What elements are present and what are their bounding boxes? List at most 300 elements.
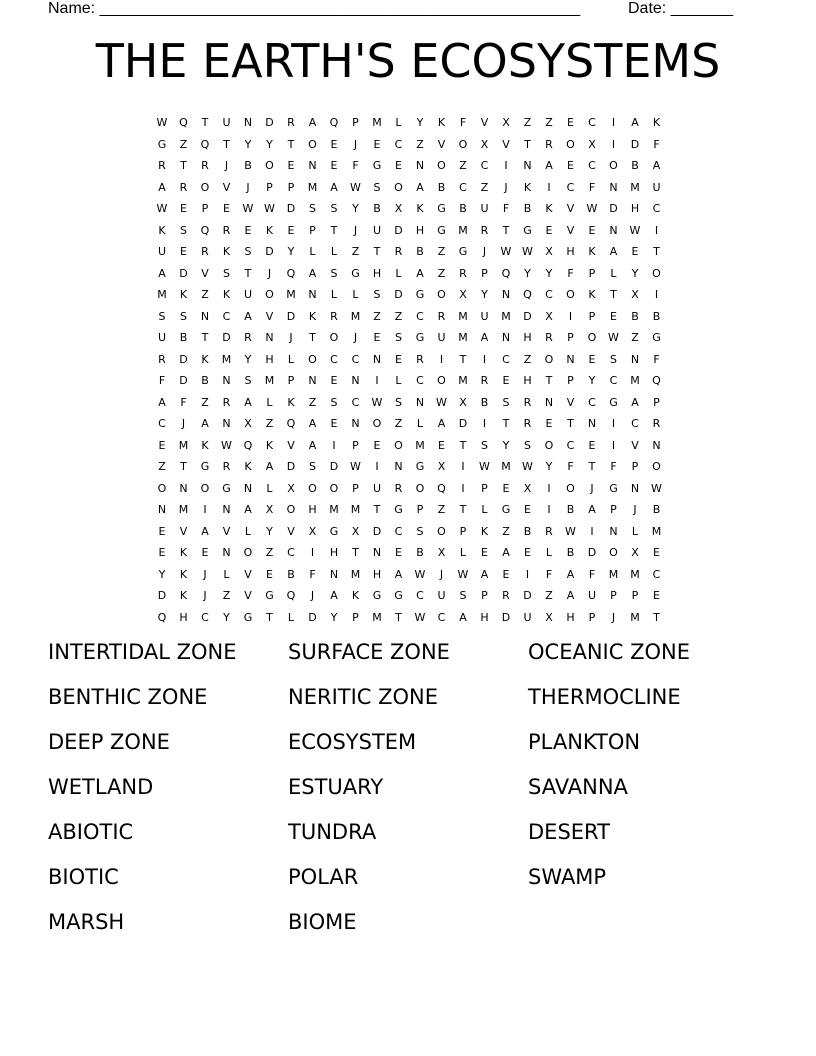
grid-letter[interactable]: L xyxy=(287,352,295,366)
grid-letter[interactable]: T xyxy=(395,610,402,624)
grid-letter[interactable]: W xyxy=(156,202,168,215)
grid-letter[interactable]: N xyxy=(308,374,317,387)
grid-letter[interactable]: Q xyxy=(286,417,296,430)
grid-letter[interactable]: D xyxy=(222,331,231,344)
grid-letter[interactable]: N xyxy=(394,460,403,473)
grid-letter[interactable]: J xyxy=(353,331,358,344)
grid-letter[interactable]: V xyxy=(437,137,446,151)
grid-letter[interactable]: O xyxy=(566,137,575,151)
grid-letter[interactable]: I xyxy=(461,481,465,495)
grid-letter[interactable]: P xyxy=(287,374,295,387)
grid-letter[interactable]: L xyxy=(223,567,230,581)
grid-letter[interactable]: X xyxy=(244,417,252,430)
grid-letter[interactable]: V xyxy=(287,438,295,452)
grid-letter[interactable]: O xyxy=(587,331,597,344)
grid-letter[interactable]: B xyxy=(523,202,532,215)
grid-letter[interactable]: N xyxy=(222,503,231,516)
grid-letter[interactable]: B xyxy=(459,202,467,215)
grid-letter[interactable]: U xyxy=(222,116,231,129)
grid-letter[interactable]: J xyxy=(267,266,272,280)
grid-letter[interactable]: Y xyxy=(266,137,273,151)
grid-letter[interactable]: N xyxy=(157,503,167,516)
grid-letter[interactable]: A xyxy=(308,417,317,430)
grid-letter[interactable]: Q xyxy=(157,610,167,624)
grid-letter[interactable]: D xyxy=(372,524,382,538)
grid-letter[interactable]: E xyxy=(244,223,252,237)
grid-letter[interactable]: R xyxy=(201,159,209,172)
grid-letter[interactable]: C xyxy=(416,589,424,602)
grid-letter[interactable]: L xyxy=(266,395,273,409)
grid-letter[interactable]: M xyxy=(307,180,318,194)
grid-letter[interactable]: P xyxy=(610,503,617,516)
grid-letter[interactable]: E xyxy=(158,524,166,538)
grid-letter[interactable]: O xyxy=(437,159,446,172)
grid-letter[interactable]: A xyxy=(158,395,166,409)
grid-letter[interactable]: Z xyxy=(480,180,489,194)
grid-letter[interactable]: Q xyxy=(286,266,296,280)
grid-letter[interactable]: W xyxy=(522,245,533,258)
grid-letter[interactable]: R xyxy=(480,223,489,237)
grid-letter[interactable]: Y xyxy=(244,352,252,366)
grid-letter[interactable]: A xyxy=(394,567,403,581)
grid-letter[interactable]: J xyxy=(482,245,487,258)
grid-letter[interactable]: E xyxy=(653,546,660,559)
grid-letter[interactable]: C xyxy=(222,309,231,323)
grid-letter[interactable]: D xyxy=(523,309,532,323)
grid-letter[interactable]: N xyxy=(308,288,317,301)
grid-letter[interactable]: P xyxy=(352,116,359,129)
grid-letter[interactable]: E xyxy=(395,352,402,366)
grid-letter[interactable]: H xyxy=(372,567,382,581)
grid-letter[interactable]: C xyxy=(609,374,618,387)
grid-letter[interactable]: P xyxy=(459,524,467,538)
grid-letter[interactable]: N xyxy=(609,180,618,194)
grid-letter[interactable]: R xyxy=(545,137,553,151)
grid-letter[interactable]: A xyxy=(308,438,317,452)
grid-letter[interactable]: L xyxy=(309,245,316,258)
grid-letter[interactable]: I xyxy=(547,180,551,194)
grid-letter[interactable]: K xyxy=(265,438,274,452)
grid-letter[interactable]: B xyxy=(373,202,381,215)
grid-letter[interactable]: D xyxy=(179,374,188,387)
grid-letter[interactable]: B xyxy=(631,309,639,323)
grid-letter[interactable]: X xyxy=(502,116,510,129)
grid-letter[interactable]: V xyxy=(502,137,510,151)
grid-letter[interactable]: S xyxy=(610,352,617,366)
grid-letter[interactable]: K xyxy=(158,223,166,237)
grid-letter[interactable]: K xyxy=(179,546,188,559)
grid-letter[interactable]: S xyxy=(180,309,187,323)
grid-letter[interactable]: R xyxy=(179,180,188,194)
grid-letter[interactable]: A xyxy=(502,546,510,559)
grid-letter[interactable]: Y xyxy=(223,610,230,624)
grid-letter[interactable]: S xyxy=(180,223,187,237)
grid-letter[interactable]: Y xyxy=(502,438,510,452)
grid-letter[interactable]: G xyxy=(200,460,210,473)
grid-letter[interactable]: F xyxy=(567,460,574,473)
grid-letter[interactable]: N xyxy=(222,546,231,559)
grid-letter[interactable]: U xyxy=(480,202,489,215)
grid-letter[interactable]: E xyxy=(502,481,510,495)
grid-letter[interactable]: F xyxy=(610,460,617,473)
grid-letter[interactable]: T xyxy=(180,460,187,473)
grid-letter[interactable]: Z xyxy=(351,245,360,258)
grid-letter[interactable]: N xyxy=(609,524,618,538)
grid-letter[interactable]: A xyxy=(308,266,317,280)
grid-letter[interactable]: J xyxy=(181,417,186,430)
grid-letter[interactable]: W xyxy=(221,438,232,452)
grid-letter[interactable]: Z xyxy=(222,589,231,602)
grid-letter[interactable]: T xyxy=(309,331,316,344)
grid-letter[interactable]: J xyxy=(310,589,315,602)
grid-letter[interactable]: H xyxy=(566,245,575,258)
grid-letter[interactable]: E xyxy=(373,137,381,151)
grid-letter[interactable]: Z xyxy=(437,503,446,516)
grid-letter[interactable]: T xyxy=(287,137,295,151)
grid-letter[interactable]: N xyxy=(630,352,640,366)
grid-letter[interactable]: P xyxy=(352,438,359,452)
grid-letter[interactable]: C xyxy=(588,116,596,129)
grid-letter[interactable]: A xyxy=(158,180,166,194)
grid-letter[interactable]: C xyxy=(394,524,403,538)
grid-letter[interactable]: Y xyxy=(416,116,424,129)
grid-letter[interactable]: U xyxy=(372,481,382,495)
grid-letter[interactable]: H xyxy=(179,610,188,624)
grid-letter[interactable]: W xyxy=(565,524,576,538)
grid-letter[interactable]: S xyxy=(524,438,531,452)
grid-letter[interactable]: T xyxy=(330,223,338,237)
grid-letter[interactable]: Z xyxy=(394,309,403,323)
grid-letter[interactable]: T xyxy=(201,116,209,129)
grid-letter[interactable]: R xyxy=(480,374,489,387)
grid-letter[interactable]: A xyxy=(330,589,338,602)
grid-letter[interactable]: C xyxy=(158,417,166,430)
grid-letter[interactable]: C xyxy=(480,159,489,172)
grid-letter[interactable]: B xyxy=(523,524,532,538)
grid-letter[interactable]: X xyxy=(545,610,553,624)
grid-letter[interactable]: A xyxy=(244,309,252,323)
grid-letter[interactable]: E xyxy=(567,159,574,172)
grid-letter[interactable]: G xyxy=(458,245,468,258)
grid-letter[interactable]: G xyxy=(394,589,403,602)
grid-letter[interactable]: O xyxy=(458,137,468,151)
grid-letter[interactable]: J xyxy=(289,331,293,344)
grid-letter[interactable]: U xyxy=(157,331,167,344)
grid-letter[interactable]: R xyxy=(523,417,532,430)
grid-letter[interactable]: I xyxy=(654,223,659,237)
grid-letter[interactable]: K xyxy=(222,288,231,301)
grid-letter[interactable]: E xyxy=(373,331,381,344)
grid-letter[interactable]: U xyxy=(372,223,382,237)
grid-letter[interactable]: G xyxy=(652,331,661,344)
grid-letter[interactable]: G xyxy=(394,503,403,516)
grid-letter[interactable]: A xyxy=(566,589,575,602)
grid-letter[interactable]: Z xyxy=(201,395,209,409)
grid-letter[interactable]: V xyxy=(566,202,575,215)
grid-letter[interactable]: O xyxy=(544,438,554,452)
grid-letter[interactable]: G xyxy=(437,202,446,215)
grid-letter[interactable]: J xyxy=(353,223,358,237)
grid-letter[interactable]: Z xyxy=(502,524,510,538)
grid-letter[interactable]: G xyxy=(222,481,231,495)
grid-letter[interactable]: X xyxy=(287,481,295,495)
grid-letter[interactable]: T xyxy=(610,288,617,301)
grid-letter[interactable]: K xyxy=(523,180,532,194)
grid-letter[interactable]: P xyxy=(653,395,660,409)
grid-letter[interactable]: E xyxy=(330,417,338,430)
grid-letter[interactable]: A xyxy=(158,266,166,280)
grid-letter[interactable]: R xyxy=(222,460,231,473)
grid-letter[interactable]: Z xyxy=(416,137,424,151)
grid-letter[interactable]: L xyxy=(395,266,402,280)
grid-letter[interactable]: Q xyxy=(200,137,210,151)
grid-letter[interactable]: S xyxy=(481,438,488,452)
grid-letter[interactable]: W xyxy=(436,395,447,409)
grid-letter[interactable]: W xyxy=(371,395,383,409)
grid-letter[interactable]: E xyxy=(438,438,445,452)
grid-letter[interactable]: H xyxy=(523,374,532,387)
grid-letter[interactable]: M xyxy=(458,374,468,387)
grid-letter[interactable]: W xyxy=(414,567,426,581)
grid-letter[interactable]: E xyxy=(180,245,187,258)
grid-letter[interactable]: M xyxy=(608,567,619,581)
grid-letter[interactable]: G xyxy=(415,288,425,301)
grid-letter[interactable]: D xyxy=(587,546,597,559)
grid-letter[interactable]: Q xyxy=(437,481,446,495)
grid-letter[interactable]: K xyxy=(244,460,252,473)
grid-letter[interactable]: R xyxy=(222,223,231,237)
grid-letter[interactable]: S xyxy=(373,288,381,301)
grid-letter[interactable]: O xyxy=(265,159,274,172)
grid-letter[interactable]: N xyxy=(308,159,317,172)
grid-letter[interactable]: O xyxy=(200,180,210,194)
grid-letter[interactable]: E xyxy=(610,309,617,323)
grid-letter[interactable]: T xyxy=(373,503,381,516)
grid-letter[interactable]: O xyxy=(286,503,296,516)
grid-letter[interactable]: T xyxy=(567,417,574,430)
grid-letter[interactable]: Y xyxy=(524,266,531,280)
grid-letter[interactable]: Z xyxy=(459,159,467,172)
grid-letter[interactable]: M xyxy=(630,374,640,387)
grid-letter[interactable]: E xyxy=(330,374,338,387)
grid-letter[interactable]: N xyxy=(222,417,231,430)
grid-letter[interactable]: I xyxy=(654,288,659,301)
grid-letter[interactable]: F xyxy=(588,180,596,194)
grid-letter[interactable]: X xyxy=(480,137,489,151)
grid-letter[interactable]: R xyxy=(394,245,403,258)
grid-letter[interactable]: G xyxy=(372,589,382,602)
grid-letter[interactable]: U xyxy=(243,288,253,301)
grid-letter[interactable]: S xyxy=(330,395,338,409)
grid-letter[interactable]: I xyxy=(525,567,530,581)
grid-letter[interactable]: A xyxy=(588,503,596,516)
grid-letter[interactable]: Z xyxy=(201,288,209,301)
grid-letter[interactable]: F xyxy=(459,116,467,129)
grid-letter[interactable]: M xyxy=(630,180,640,194)
grid-letter[interactable]: F xyxy=(653,137,660,151)
grid-letter[interactable]: W xyxy=(479,460,490,473)
grid-letter[interactable]: K xyxy=(179,567,188,581)
grid-letter[interactable]: M xyxy=(350,309,361,323)
grid-letter[interactable]: N xyxy=(243,116,253,129)
grid-letter[interactable]: L xyxy=(352,288,359,301)
grid-letter[interactable]: E xyxy=(545,417,553,430)
grid-letter[interactable]: G xyxy=(437,223,446,237)
grid-letter[interactable]: S xyxy=(395,331,402,344)
grid-letter[interactable]: H xyxy=(308,503,317,516)
grid-letter[interactable]: I xyxy=(375,374,379,387)
grid-letter[interactable]: R xyxy=(201,245,209,258)
grid-letter[interactable]: G xyxy=(415,460,425,473)
grid-letter[interactable]: F xyxy=(180,395,187,409)
grid-letter[interactable]: Y xyxy=(352,202,359,215)
grid-letter[interactable]: O xyxy=(308,137,317,151)
grid-letter[interactable]: Y xyxy=(631,266,639,280)
grid-letter[interactable]: D xyxy=(265,116,274,129)
grid-letter[interactable]: N xyxy=(566,352,575,366)
grid-letter[interactable]: P xyxy=(567,374,574,387)
grid-letter[interactable]: I xyxy=(310,546,315,559)
grid-letter[interactable]: O xyxy=(372,417,382,430)
grid-letter[interactable]: S xyxy=(223,266,230,280)
grid-letter[interactable]: X xyxy=(588,137,596,151)
grid-letter[interactable]: F xyxy=(352,159,359,172)
grid-letter[interactable]: Q xyxy=(523,288,532,301)
grid-letter[interactable]: A xyxy=(437,417,446,430)
grid-letter[interactable]: D xyxy=(179,266,188,280)
grid-letter[interactable]: C xyxy=(545,288,553,301)
grid-letter[interactable]: E xyxy=(588,438,596,452)
grid-letter[interactable]: S xyxy=(330,266,338,280)
grid-letter[interactable]: M xyxy=(458,331,468,344)
grid-letter[interactable]: Y xyxy=(158,567,166,581)
grid-letter[interactable]: T xyxy=(180,159,187,172)
grid-letter[interactable]: V xyxy=(480,116,489,129)
grid-letter[interactable]: P xyxy=(309,223,316,237)
grid-letter[interactable]: H xyxy=(566,610,575,624)
grid-letter[interactable]: P xyxy=(416,503,424,516)
grid-letter[interactable]: T xyxy=(588,460,596,473)
grid-letter[interactable]: N xyxy=(501,288,511,301)
grid-letter[interactable]: N xyxy=(265,331,274,344)
grid-letter[interactable]: Z xyxy=(545,589,553,602)
grid-letter[interactable]: K xyxy=(265,223,274,237)
grid-letter[interactable]: L xyxy=(287,610,295,624)
grid-letter[interactable]: L xyxy=(266,481,273,495)
grid-letter[interactable]: M xyxy=(178,503,189,516)
grid-letter[interactable]: S xyxy=(373,180,381,194)
grid-letter[interactable]: P xyxy=(631,460,639,473)
grid-letter[interactable]: Q xyxy=(652,374,661,387)
grid-letter[interactable]: Y xyxy=(588,374,596,387)
grid-letter[interactable]: R xyxy=(652,417,661,430)
grid-letter[interactable]: B xyxy=(480,395,489,409)
grid-letter[interactable]: N xyxy=(372,546,382,559)
grid-letter[interactable]: F xyxy=(309,567,316,581)
grid-letter[interactable]: J xyxy=(246,180,250,194)
grid-letter[interactable]: D xyxy=(630,137,640,151)
grid-letter[interactable]: B xyxy=(416,546,424,559)
grid-letter[interactable]: M xyxy=(286,288,296,301)
grid-letter[interactable]: Q xyxy=(329,116,339,129)
grid-letter[interactable]: H xyxy=(523,331,532,344)
grid-letter[interactable]: N xyxy=(630,481,640,495)
grid-letter[interactable]: J xyxy=(439,567,444,581)
grid-letter[interactable]: T xyxy=(373,245,381,258)
grid-letter[interactable]: M xyxy=(372,610,382,624)
grid-letter[interactable]: M xyxy=(264,374,275,387)
grid-letter[interactable]: W xyxy=(586,202,598,215)
grid-letter[interactable]: D xyxy=(501,610,511,624)
grid-letter[interactable]: I xyxy=(547,503,551,516)
grid-letter[interactable]: D xyxy=(523,589,532,602)
grid-letter[interactable]: W xyxy=(457,567,469,581)
grid-letter[interactable]: T xyxy=(459,438,467,452)
grid-letter[interactable]: V xyxy=(201,266,209,280)
grid-letter[interactable]: I xyxy=(482,417,487,430)
grid-letter[interactable]: L xyxy=(416,417,424,430)
grid-letter[interactable]: T xyxy=(653,610,660,624)
grid-letter[interactable]: S xyxy=(330,202,338,215)
grid-letter[interactable]: G xyxy=(351,266,360,280)
grid-letter[interactable]: Z xyxy=(265,546,274,559)
grid-letter[interactable]: C xyxy=(459,180,467,194)
grid-letter[interactable]: E xyxy=(201,546,209,559)
grid-letter[interactable]: N xyxy=(523,159,532,172)
grid-letter[interactable]: M xyxy=(651,524,662,538)
grid-letter[interactable]: G xyxy=(243,610,253,624)
grid-letter[interactable]: K xyxy=(179,288,188,301)
grid-letter[interactable]: C xyxy=(351,395,360,409)
grid-letter[interactable]: K xyxy=(308,309,317,323)
grid-letter[interactable]: G xyxy=(415,331,425,344)
grid-letter[interactable]: B xyxy=(179,331,188,344)
grid-letter[interactable]: X xyxy=(308,524,317,538)
grid-letter[interactable]: P xyxy=(201,202,209,215)
grid-letter[interactable]: R xyxy=(244,331,252,344)
grid-letter[interactable]: D xyxy=(458,417,468,430)
grid-letter[interactable]: C xyxy=(394,137,403,151)
grid-letter[interactable]: Y xyxy=(266,524,273,538)
grid-letter[interactable]: I xyxy=(611,438,616,452)
grid-letter[interactable]: I xyxy=(611,137,616,151)
grid-letter[interactable]: B xyxy=(244,159,252,172)
grid-letter[interactable]: X xyxy=(459,395,467,409)
grid-letter[interactable]: N xyxy=(222,374,231,387)
grid-letter[interactable]: K xyxy=(652,116,661,129)
grid-letter[interactable]: A xyxy=(566,567,575,581)
grid-letter[interactable]: W xyxy=(522,460,533,473)
grid-letter[interactable]: D xyxy=(265,245,274,258)
grid-letter[interactable]: A xyxy=(265,460,274,473)
grid-letter[interactable]: Z xyxy=(437,245,446,258)
grid-letter[interactable]: H xyxy=(415,223,425,237)
grid-letter[interactable]: X xyxy=(631,546,639,559)
grid-letter[interactable]: P xyxy=(266,180,273,194)
grid-letter[interactable]: P xyxy=(287,180,295,194)
grid-letter[interactable]: U xyxy=(437,331,446,344)
grid-letter[interactable]: L xyxy=(481,503,488,516)
grid-letter[interactable]: X xyxy=(437,460,446,473)
grid-letter[interactable]: O xyxy=(609,159,618,172)
grid-letter[interactable]: N xyxy=(609,223,618,237)
grid-letter[interactable]: Z xyxy=(308,395,317,409)
grid-letter[interactable]: I xyxy=(547,481,551,495)
grid-letter[interactable]: J xyxy=(590,481,594,495)
grid-letter[interactable]: L xyxy=(545,546,553,559)
grid-letter[interactable]: E xyxy=(588,352,596,366)
grid-letter[interactable]: O xyxy=(329,331,339,344)
